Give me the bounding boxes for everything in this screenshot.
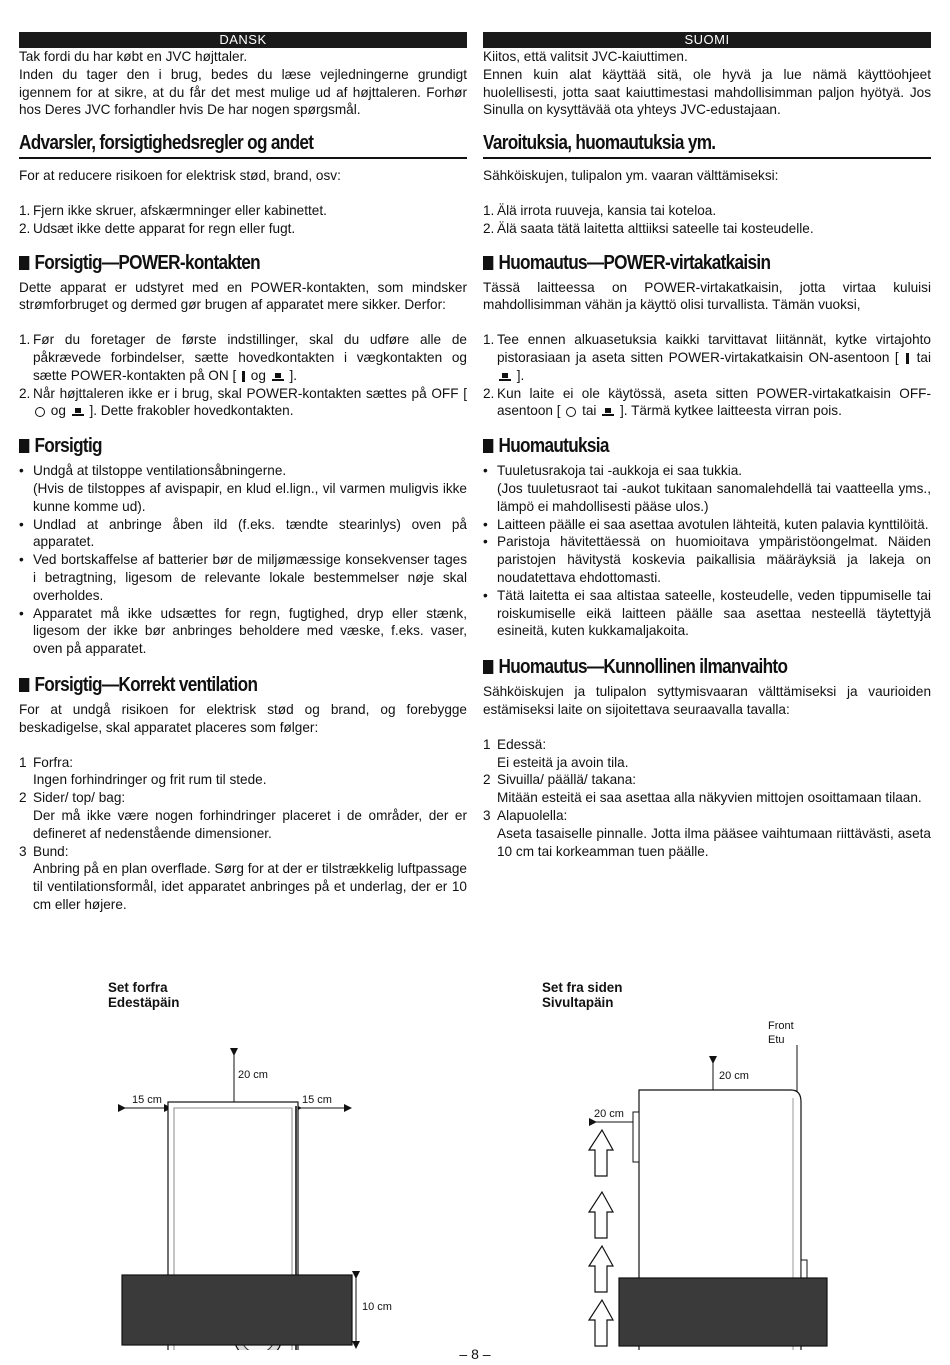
intro-line-2: Ennen kuin alat käyttää sitä, ole hyvä ja lue nämä käyttöohjeet huolellisesti, jotta saat kaiuttimestasi mahdollisimman paljon hyötyä. Jos Sinulla on kysyttävää ota yhteys JVC-edustajaan. — [483, 66, 931, 118]
list-item: • Undlad at anbringe åben ild (f.eks. tændte stearinlys) oven på apparatet. — [19, 516, 467, 550]
list-item: 2. Når højttaleren ikke er i brug, skal POWER-kontakten sættes på OFF [ og ]. Dette frakobler hovedkontakten. — [19, 385, 467, 419]
square-bullet-icon — [483, 439, 493, 453]
heading-warnings: Varoituksia, huomautuksia ym. — [483, 132, 716, 155]
figure-side-label: Set fra siden Sivultapäin — [542, 980, 623, 1010]
power-off-icon — [566, 407, 576, 417]
list-item: 1. Älä irrota ruuveja, kansia tai koteloa. — [483, 202, 717, 218]
list-item: • Apparatet må ikke udsættes for regn, fugtighed, dryp eller stænk, ligesom der ikke bør anbringes beholdere med væske, f.eks. vaser, oven på apparatet. — [19, 605, 467, 657]
warnings-intro: For at reducere risikoen for elektrisk stød, brand, osv: — [19, 168, 341, 184]
warnings-list — [19, 202, 467, 238]
list-item: • Paristoja hävitettäessä on huomioitava ympäristöongelmat. Näiden paristojen hävitystä koskevia paikallisia määräyksiä ja lakeja on noudatettava ehdottomasti. — [483, 534, 931, 585]
square-bullet-icon — [483, 256, 493, 270]
power-intro: Tässä laitteessa on POWER-virtakatkaisin, jotta virtaa kuluisi mahdollisimman vähän ja käyttö olisi turvallista. Tämän vuoksi, — [483, 279, 931, 313]
list-item: 1. Før du foretager de første indstillinger, skal du udføre alle de påkrævede forbindelser, sætte hovedkontakten i vægkontakten og sætte POWER-kontakten på ON [ og ]. — [19, 332, 467, 383]
heading-caution: Huomautuksia — [483, 434, 868, 458]
list-item: 1. Tee ennen alkuasetuksia kaikki tarvittavat liitännät, kytke virtajohto pistorasiaan ja aseta sitten POWER-virtakatkaisin ON-asentoon [ tai ]. — [483, 332, 932, 383]
power-on-icon — [906, 353, 909, 364]
power-list — [483, 331, 931, 420]
square-bullet-icon — [19, 439, 29, 453]
square-bullet-icon — [19, 256, 29, 270]
ventilation-list — [483, 736, 931, 861]
dim-bottom-label: 10 cm — [362, 1301, 392, 1313]
list-item: 3 Alapuolella: Aseta tasaiselle pinnalle. Jotta ilma pääsee vaihtumaan riittävästi, aseta 10 cm tai korkeamman tuen päälle. — [483, 807, 931, 859]
list-item: (Jos tuuletusraot tai -aukot tukitaan sanomalehdellä tai vaatteella yms., lämpö ei mahdollisesti pääse ulos.) — [497, 480, 931, 514]
language-bar-suomi: SUOMI — [483, 32, 931, 48]
list-item: 3 Bund: Anbring på en plan overflade. Sørg for at der er tilstrækkelig luftpassage til ventilationsformål, idet apparatet anbringes på et underlag, der er 10 cm eller højere. — [19, 843, 467, 912]
list-item: • Tuuletusrakoja tai -aukkoja ei saa tukkia. — [483, 463, 743, 479]
column-dansk — [19, 32, 467, 914]
power-off-icon — [35, 407, 45, 417]
square-bullet-icon — [483, 660, 493, 674]
power-list — [19, 331, 467, 420]
button-released-icon — [72, 407, 84, 416]
list-item: 1 Edessä: Ei esteitä ja avoin tila. — [483, 736, 629, 770]
heading-ventilation: Forsigtig—Korrekt ventilation — [19, 673, 404, 697]
list-item: (Hvis de tilstoppes af avispapir, en klud el.lign., vil varmen muligvis ikke kunne komme ud). — [33, 480, 467, 514]
ventilation-intro: Sähköiskujen ja tulipalon syttymisvaaran välttämiseksi ja vaurioiden estämiseksi laite on sijoitettava seuraavalla tavalla: — [483, 684, 931, 717]
button-released-icon — [602, 407, 614, 416]
list-item: • Tätä laitetta ei saa altistaa sateelle, kosteudelle, veden tippumiselle tai roiskumiselle eikä laitteen päälle saa asettaa nesteellä täytettyjä esineitä, kuten kukkamaljakoita. — [483, 587, 931, 639]
warnings-intro: Sähköiskujen, tulipalon ym. vaaran välttämiseksi: — [483, 168, 779, 184]
figure-front-label: Set forfra Edestäpäin — [108, 980, 180, 1010]
square-bullet-icon — [19, 678, 29, 692]
dim-left-label: 15 cm — [132, 1094, 162, 1106]
page-number: – 8 – — [459, 1346, 491, 1362]
heading-ventilation: Huomautus—Kunnollinen ilmanvaihto — [483, 655, 868, 679]
power-on-icon — [242, 371, 245, 382]
language-bar-dansk: DANSK — [19, 32, 467, 48]
list-item: 2 Sider/ top/ bag: Der må ikke være nogen forhindringer placeret i de områder, der er defineret af nedenstående dimensioner. — [19, 790, 467, 841]
list-item: • Laitteen päälle ei saa asettaa avotulen lähteitä, kuten palavia kynttilöitä. — [483, 516, 929, 532]
dim-top-label: 20 cm — [238, 1069, 268, 1081]
warnings-list — [483, 202, 931, 238]
intro-line-1: Tak fordi du har købt en JVC højttaler. — [19, 49, 248, 64]
list-item: 2. Älä saata tätä laitetta alttiiksi sateelle tai kosteudelle. — [483, 220, 814, 236]
button-pressed-icon — [499, 372, 511, 381]
intro-line-2: Inden du tager den i brug, bedes du læse vejledningerne grundigt igennem for at sikre, at du får det mest mulige ud af højttaleren. Forhør hos Deres JVC forhandler hvis De har nogen spørgsmål. — [19, 66, 467, 118]
ventilation-list — [19, 754, 467, 914]
ventilation-intro: For at undgå risikoen for elektrisk stød og brand, og forebygge beskadigelse, skal apparatet placeres som følger: — [19, 701, 467, 735]
list-item: • Undgå at tilstoppe ventilationsåbningerne. — [19, 463, 287, 479]
front-direction-label: Front Etu — [768, 1020, 794, 1046]
heading-warnings-wrap — [19, 131, 467, 159]
list-item: • Ved bortskaffelse af batterier bør de miljømæssige konsekvenser tages i betragtning, ligesom de relevante lokale bestemmelser nøje skal overholdes. — [19, 552, 467, 603]
caution-list — [19, 462, 467, 658]
intro-line-1: Kiitos, että valitsit JVC-kaiuttimen. — [483, 49, 688, 64]
heading-power: Forsigtig—POWER-kontakten — [19, 251, 404, 275]
list-item: 1 Forfra: Ingen forhindringer og frit rum til stede. — [19, 754, 267, 788]
button-pressed-icon — [272, 372, 284, 381]
side-view-diagram — [475, 1030, 945, 1350]
column-suomi — [483, 32, 931, 860]
power-intro: Dette apparat er udstyret med en POWER-kontakten, som mindsker strømforbruget og dermed gør brugen af apparatet mere sikker. Derfor: — [19, 279, 467, 313]
caution-list — [483, 462, 931, 640]
dim-right-label: 15 cm — [302, 1094, 332, 1106]
list-item: 2 Sivuilla/ päällä/ takana: Mitään esteitä ei saa asettaa alla näkyvien mittojen osoittamaan tilaan. — [483, 772, 922, 806]
side-dim-top-label: 20 cm — [719, 1070, 749, 1082]
list-item: 2. Udsæt ikke dette apparat for regn eller fugt. — [19, 220, 296, 236]
heading-power: Huomautus—POWER-virtakatkaisin — [483, 251, 868, 275]
heading-warnings: Advarsler, forsigtighedsregler og andet — [19, 132, 314, 155]
list-item: 1. Fjern ikke skruer, afskærmninger eller kabinettet. — [19, 202, 327, 218]
list-item: 2. Kun laite ei ole käytössä, aseta sitten POWER-virtakatkaisin OFF-asentoon [ tai ]. Tärmä kytkee laitteesta virran pois. — [483, 385, 931, 419]
side-dim-back-label: 20 cm — [594, 1108, 624, 1120]
heading-caution: Forsigtig — [19, 434, 404, 458]
heading-warnings-wrap — [483, 131, 931, 159]
